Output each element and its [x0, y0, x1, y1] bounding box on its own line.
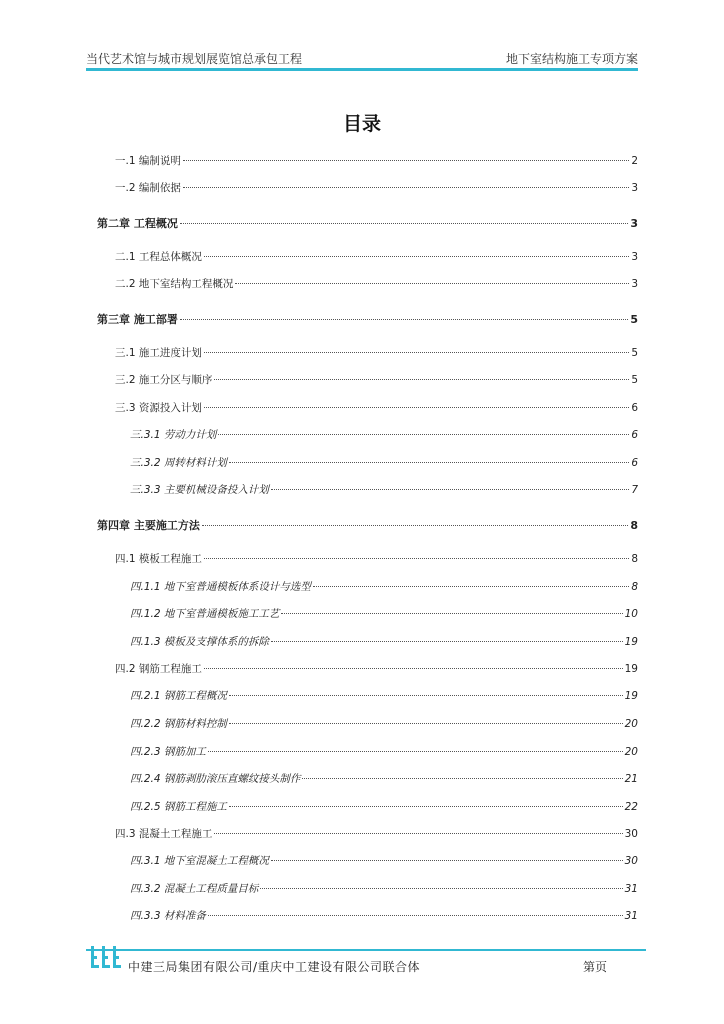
toc-entry-label: 四.1.2 地下室普通模板施工工艺	[130, 608, 280, 620]
toc-entry-page: 3	[630, 217, 638, 230]
toc-leader	[313, 586, 629, 587]
toc-entry[interactable]	[115, 180, 638, 195]
toc-entry-page: 31	[624, 910, 638, 922]
toc-subentry[interactable]	[130, 799, 638, 814]
toc-entry-label: 三.2 施工分区与顺序	[115, 374, 213, 386]
toc-entry[interactable]	[115, 372, 638, 387]
toc-entry-page: 5	[631, 347, 638, 359]
page-title: 目录	[342, 113, 381, 135]
toc-chapter-entry[interactable]	[97, 215, 638, 231]
toc-entry-page: 19	[624, 636, 638, 648]
toc-entry-label: 三.3 资源投入计划	[115, 402, 202, 414]
toc-subentry[interactable]	[130, 744, 638, 759]
toc-leader	[214, 379, 629, 380]
toc-entry[interactable]	[115, 551, 638, 566]
toc-entry-page: 3	[631, 278, 638, 290]
toc-subentry[interactable]	[130, 881, 638, 896]
toc-subentry[interactable]	[130, 579, 638, 594]
toc-entry[interactable]	[115, 249, 638, 264]
toc-entry-label: 四.2.3 钢筋加工	[130, 746, 206, 758]
header-project-name: 当代艺术馆与城市规划展览馆总承包工程	[86, 52, 303, 66]
toc-entry-page: 2	[631, 155, 638, 167]
toc-leader	[204, 256, 629, 257]
toc-entry-label: 三.3.2 周转材料计划	[130, 457, 227, 469]
toc-entry-page: 19	[624, 663, 638, 675]
toc-leader	[204, 558, 629, 559]
toc-leader	[229, 806, 623, 807]
toc-leader	[208, 915, 623, 916]
toc-entry-page: 30	[624, 855, 638, 867]
footer-page-label: 第页	[583, 960, 608, 974]
toc-entry-label: 三.3.3 主要机械设备投入计划	[130, 484, 269, 496]
toc-leader	[271, 489, 629, 490]
toc-subentry[interactable]	[130, 908, 638, 923]
toc-leader	[204, 407, 629, 408]
toc-entry-page: 22	[624, 801, 638, 813]
toc-entry-label: 四.1.1 地下室普通模板体系设计与选型	[130, 581, 311, 593]
toc-entry-label: 四.1.3 模板及支撑体系的拆除	[130, 636, 269, 648]
toc-entry[interactable]	[115, 276, 638, 291]
toc-entry-label: 四.1 模板工程施工	[115, 553, 202, 565]
toc-entry-page: 3	[631, 251, 638, 263]
toc-entry-page: 8	[630, 519, 638, 532]
toc-entry-label: 二.2 地下室结构工程概况	[115, 278, 234, 290]
toc-leader	[229, 695, 623, 696]
toc-entry[interactable]	[115, 826, 638, 841]
toc-entry-label: 一.1 编制说明	[115, 155, 181, 167]
toc-entry-page: 7	[631, 484, 638, 496]
toc-entry[interactable]	[115, 400, 638, 415]
toc-chapter-entry[interactable]	[97, 311, 638, 327]
toc-entry-page: 6	[631, 429, 638, 441]
toc-entry-label: 四.2.2 钢筋材料控制	[130, 718, 227, 730]
toc-leader	[281, 613, 622, 614]
toc-subentry[interactable]	[130, 455, 638, 470]
toc-entry-page: 30	[624, 828, 638, 840]
footer-divider	[86, 949, 646, 951]
toc-leader	[204, 352, 629, 353]
toc-entry-page: 8	[631, 581, 638, 593]
toc-entry-label: 第四章 主要施工方法	[97, 519, 200, 532]
footer-company-name: 中建三局集团有限公司/重庆中工建设有限公司联合体	[128, 960, 421, 974]
toc-entry-page: 6	[631, 402, 638, 414]
toc-entry-label: 四.2 钢筋工程施工	[115, 663, 202, 675]
toc-entry-page: 21	[624, 773, 638, 785]
toc-entry[interactable]	[115, 661, 638, 676]
toc-leader	[271, 860, 623, 861]
toc-entry-page: 8	[631, 553, 638, 565]
toc-leader	[202, 525, 629, 526]
toc-leader	[214, 833, 622, 834]
toc-leader	[271, 641, 623, 642]
toc-leader	[235, 283, 629, 284]
toc-entry-page: 31	[624, 883, 638, 895]
toc-entry-page: 5	[631, 374, 638, 386]
toc-subentry[interactable]	[130, 688, 638, 703]
toc-entry-label: 四.3.3 材料准备	[130, 910, 206, 922]
toc-leader	[204, 668, 623, 669]
toc-entry[interactable]	[115, 153, 638, 168]
toc-entry-label: 四.3.1 地下室混凝土工程概况	[130, 855, 269, 867]
toc-entry-label: 第三章 施工部署	[97, 313, 178, 326]
toc-entry-label: 四.3 混凝土工程施工	[115, 828, 213, 840]
toc-entry-label: 四.2.1 钢筋工程概况	[130, 690, 227, 702]
toc-leader	[180, 223, 629, 224]
toc-entry-label: 四.2.4 钢筋剥肋滚压直螺纹接头制作	[130, 773, 301, 785]
toc-leader	[208, 751, 623, 752]
toc-entry-label: 三.1 施工进度计划	[115, 347, 202, 359]
toc-subentry[interactable]	[130, 771, 638, 786]
toc-leader	[218, 434, 629, 435]
toc-subentry[interactable]	[130, 853, 638, 868]
header-document-name: 地下室结构施工专项方案	[505, 52, 638, 66]
toc-entry-page: 19	[624, 690, 638, 702]
toc-chapter-entry[interactable]	[97, 517, 638, 533]
toc-leader	[302, 778, 622, 779]
toc-entry-label: 二.1 工程总体概况	[115, 251, 202, 263]
cscec-logo-icon	[91, 944, 125, 974]
toc-entry-page: 20	[624, 718, 638, 730]
toc-subentry[interactable]	[130, 606, 638, 621]
toc-entry-label: 四.2.5 钢筋工程施工	[130, 801, 227, 813]
page-header	[86, 50, 638, 68]
toc-leader	[229, 462, 629, 463]
toc-entry-page: 20	[624, 746, 638, 758]
toc-entry-page: 6	[631, 457, 638, 469]
toc-leader	[229, 723, 623, 724]
toc-subentry[interactable]	[130, 634, 638, 649]
toc-entry[interactable]	[115, 345, 638, 360]
header-divider	[86, 68, 638, 71]
toc-entry-label: 三.3.1 劳动力计划	[130, 429, 217, 441]
toc-entry-label: 四.3.2 混凝土工程质量目标	[130, 883, 259, 895]
toc-leader	[183, 187, 629, 188]
toc-leader	[183, 160, 629, 161]
toc-leader	[260, 888, 622, 889]
toc-subentry[interactable]	[130, 716, 638, 731]
toc-entry-page: 10	[624, 608, 638, 620]
toc-subentry[interactable]	[130, 482, 638, 497]
toc-entry-label: 一.2 编制依据	[115, 182, 181, 194]
toc-entry-page: 3	[631, 182, 638, 194]
toc-entry-label: 第二章 工程概况	[97, 217, 178, 230]
toc-entry-page: 5	[630, 313, 638, 326]
toc-subentry[interactable]	[130, 427, 638, 442]
toc-leader	[180, 319, 629, 320]
